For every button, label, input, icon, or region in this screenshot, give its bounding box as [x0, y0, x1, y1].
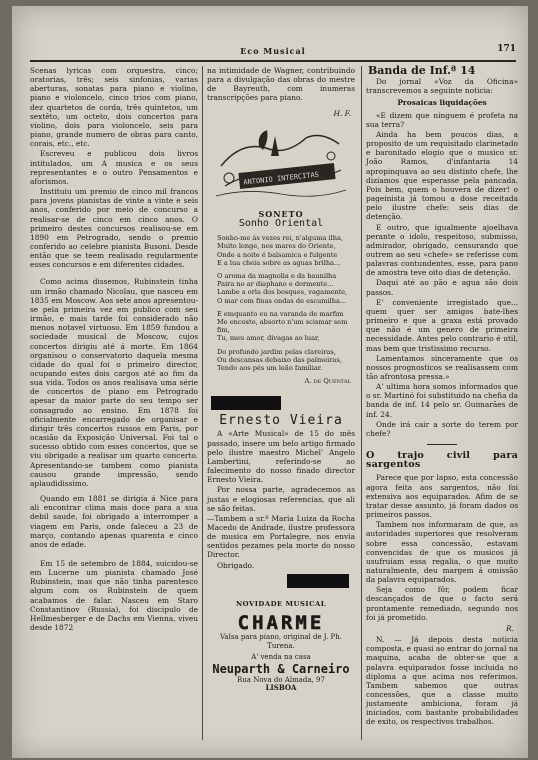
paragraph: Quando em 1881 se dirigia á Nice para ali encontrar clima mais doce para a sua debil saude, foi obrigado a interromper a viagem em Paris, onde faleceu a 23 de março, contando apenas quarenta e cinco anos de edade. [30, 494, 198, 549]
paragraph: Lamentamos sinceramente que os nossos prognosticos se realisassem com tão afrontosa pressa.» [366, 353, 518, 381]
verse-line: E emquanto eu na varanda de marfim [217, 309, 344, 318]
column-2 [207, 66, 355, 693]
newspaper-page [12, 6, 528, 758]
paragraph: Escreveu e publicou dois livros intitulados, um A musica e os seus representantes e o outro Pensamentos e aforismos. [30, 149, 198, 186]
paragraph: na intimidade de Wagner, contribuindo para a divulgação das obras do mestre de Bayreuth, com inumeras transcripções para piano. [207, 66, 355, 103]
verse-line: Sonho-me ás vezes rei, n'alguma ilha, [217, 234, 344, 243]
paragraph: Obrigado. [217, 560, 255, 570]
stanza [217, 348, 355, 373]
signature: H. F. [333, 108, 351, 118]
separator [427, 444, 457, 445]
paragraph: E' conveniente irregistado que... quem quer ser amigos bate-lhes primeiro e que a graxa está provado que não é um genero de primeira necessidade. Antes pelo contrario é util, mas bem que tristissimo recurso. [366, 297, 518, 353]
verse-line: Muito longe, nos mares do Oriente, [217, 242, 336, 251]
header-rule [30, 60, 516, 62]
section-title: O trajo civil para sargentos [366, 450, 518, 471]
novidade-label: NOVIDADE MUSICAL [235, 599, 327, 608]
store-city: LISBOA [265, 683, 297, 693]
paragraph: N. — Já depois desta noticia composta, e quasi ao entrar do jornal na maquina, acaba de obter-se que a palavra equiparados fosse incluida no diploma a que acima nos referimos. Tambem sabemos que outras concessões, que a classe muito justamente ambiciona, foram já iniciados, com bastante probabilidades de exito, os respectivos trabalhos. [366, 635, 518, 727]
sonnet-label: SONETO [258, 208, 304, 219]
stanza [217, 272, 355, 305]
paragraph: Daqui até ao pão e agua são dois passos. [366, 278, 518, 297]
paragraph: Como acima dissemos, Rubinstein tinha um irmão chamado Nicolau, que nasceu em 1835 em Moscow. Aos sete anos apresentou-se pela primeira vez em publico com seu irmão, e mais tarde foi considerado não menos notavel virtuoso. Em 1859 fundou a sociedade musical de Moscow, cujos concertos dirigiu até á morte. Em 1864 organisou o conservatorio daquela mesma cidade do qual foi o primeiro director, ocupando estes dois cargos até ao fim da sua vida. Todos os anos realisava uma série de concertos de piano em Petrogrado apesar da maior parte do seu tempo ser consagrado ao ensino. Em 1878 foi oficialmente encarregado de organisar e dirigir três concertos russos em Paris, por ocasião da Exposição Universal. Foi tal o sucesso obtido com esses concertos, que se viu obrigado a realisar um quarto concerto. Apresentando-se tambem como pianista causou grande impressão, sendo aplaudidissimo. [30, 277, 198, 488]
store-name: Neuparth & Carneiro [212, 661, 350, 676]
paragraph: Instituiu um premio de cinco mil francos para jovens pianistas de vinte a vinte e seis anos, conferido por meio de concurso a realisar-se de cinco em cinco anos. O primeiro destes concursos realisou-se em 1890 em Petrogrado, sendo o premio conferido ao celebre pianista Busoni. Desde então que se teem realisado regularmente esses concursos e em diferentes cidades. [30, 187, 198, 270]
stanza [217, 310, 355, 343]
paragraph: Do jornal «Voz da Oficina» transcrevemos a seguinte noticia: [366, 77, 518, 96]
paragraph: «E dizem que ninguem é profeta na sua terra? [366, 110, 518, 129]
header-section: Eco Musical [240, 46, 306, 56]
paragraph: Tambem nos informaram de que, as autoridades superiores que resolveram sobre essa concessão, estavam convencidas de que os musicos já usufruiam essa regalia, o que muito naturalmente, deu margem á omissão da palavra equiparados. [366, 520, 518, 585]
decorative-banner [211, 126, 351, 206]
verse-line: O aroma da magnolia e da baunilha [217, 271, 337, 280]
verse-line: Lambe a orla dos bosques, vagamente, [217, 288, 348, 297]
sonnet-verse [207, 234, 355, 372]
verse-line: Me encosto, absorto n'um scismar sem fim, [217, 317, 348, 335]
section-subhead: Prosaicas liquidações [397, 98, 487, 108]
verse-line: Ou descansas debaixo das palmeiras, [217, 355, 342, 364]
paragraph: Por nossa parte, agradecemos as justas e elogiosas referencias, que ali se são feitas. [207, 485, 355, 513]
charme-title: CHARME [237, 611, 325, 634]
obituary-title: Ernesto Vieira [219, 413, 343, 429]
redaction-bar [287, 574, 349, 588]
paragraph: Ainda ha bem poucos dias, a proposito de um requisitado clarinetado e baronitado elogio que o musico sr. João Ramos, d'infantaria 14 apropinquava ao seu distinto chefe, lhe dizíamos que esperasse pela pancada. Pois bem, quem o houvera de dizer! o pageinista já tomou a dose receitada pelo ilustre chefe: seis dias de detenção. [366, 129, 518, 222]
sonnet-title: Sonho Oriental [238, 217, 324, 229]
section-title: Banda de Inf.ª 14 [368, 64, 476, 77]
verse-line: Tendo aos pés um leão familiar. [217, 363, 323, 372]
signature: R. [506, 623, 514, 633]
paragraph: Scenas lyricas com orquestra, cinco; oratorias, três; seis sinfonias, varias aberturas, sonatas para piano e violino, piano e violoncelo, cinco trios com piano, dez quartetos de corda, três quintetos, um sextêto, um octeto, dois concertos para violino, dois para violoncelo, seis para piano, grande numero de obras para canto, corais, etc., etc. [30, 66, 198, 149]
verse-line: Paira no ar diaphano e dormente... [217, 280, 334, 289]
paragraph: A «Arte Musical» de 15 do mês passado, insere um belo artigo firmado pelo ilustre maestro Michel' Angelo Lambertini, referindo-se ao falecimento do nosso finado director Ernesto Vieira. [207, 429, 355, 485]
column-3 [366, 66, 518, 728]
stanza [217, 234, 355, 267]
verse-line: Do profundo jardim pelas clareiras, [217, 347, 336, 356]
verse-line: O mar com finas ondas de escumilha... [217, 296, 347, 305]
lyre-banner-illustration [211, 126, 351, 206]
store-address: Rua Nova do Almada, 97 [237, 675, 325, 684]
paragraph: Parece que por lapso, esta concessão agora feita aos sargentos, não foi extensiva aos equiparados. Afim de se tratar desse assunto, já foram dados os primeiros passos. [366, 473, 518, 520]
paragraph: Em 15 de setembro de 1884, suicidou-se em Lucerne um pianista chamado José Rubinstein, mas que não tinha parentesco algum com os Rubinstein de quem acabamos de falar. Nasceu em Staro Constantinov (Russia), foi discipulo de Hellmesberger e de Dachs em Vienna, viveu desde 1872 [30, 558, 198, 633]
redaction-bar [211, 396, 281, 410]
paragraph: Seja como fôr, podem ficar descançados de que o facto será prontamente remediado, segundo nos foi já prometido. [366, 585, 518, 622]
column-divider [361, 66, 362, 740]
sonnet-author: A. de Quental [304, 377, 351, 386]
verse-line: E a lua cheia sobre as aguas brilha... [217, 258, 341, 267]
verse-line: Onde a noite é balsamica e fulgente [217, 250, 338, 259]
paragraph: E outro, que igualmente ajoelhava perante o idolo, respeitoso, submisso, admirador, obrigado, censurando que outrem ao seu «chefe» se referisse com palavras contundentes, esse, para pano de amostra teve oito dias de detenção. [366, 222, 518, 278]
banner-text: ANTONIO INTERCITAS [243, 170, 320, 187]
charme-description: Valsa para piano, original de J. Ph. Turena. [220, 632, 342, 650]
column-1 [30, 66, 198, 633]
paragraph: Onde irá cair a sorte do terem por chefe? [366, 419, 518, 438]
paragraph: —Tambem a sr.ª Maria Luiza da Rocha Macedo de Andrade, ilustre professora de musica em Portalegre, nos envia sentidos pezames pela morte do nosso Director. [207, 513, 355, 560]
column-divider [202, 66, 203, 740]
sale-label: A' venda na casa [251, 653, 311, 662]
page-number: 171 [497, 44, 516, 54]
verse-line: Tu, meu amor, divagas ao luar, [217, 334, 320, 343]
paragraph: A' ultima hora somos informados que o sr. Martinó foi substituido na chefia da banda de inf. 14 pelo sr. Guimarães de inf. 24. [366, 382, 518, 419]
